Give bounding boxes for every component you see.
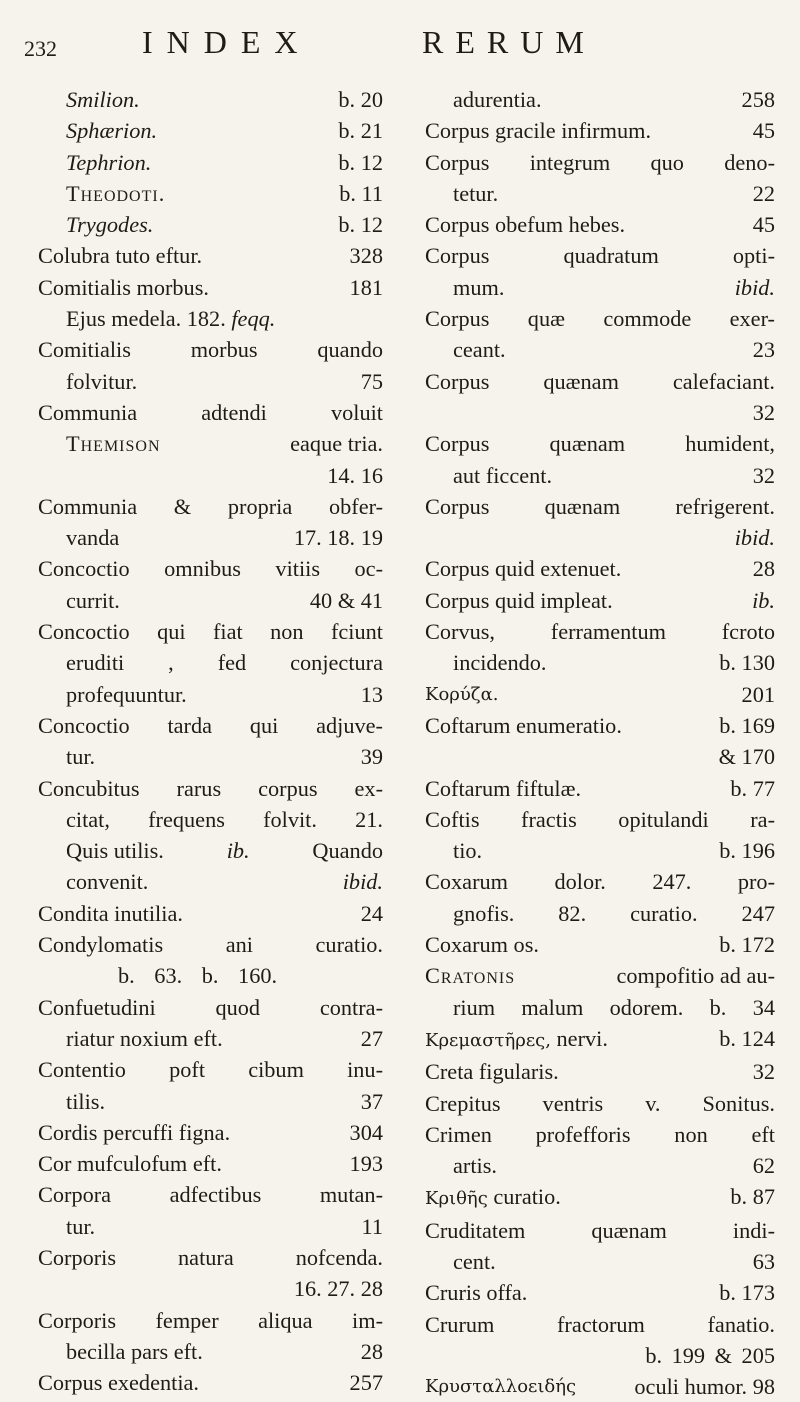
index-entry: Corpus quænam calefaciant.: [425, 368, 775, 394]
index-entry: Tephrion. b. 12: [66, 149, 383, 175]
index-entry: Cruditatem quænam indi-: [425, 1217, 775, 1243]
index-entry: Trygodes. b. 12: [66, 212, 383, 238]
index-entry: cent. 63: [453, 1248, 775, 1274]
index-entry: 16. 27. 28: [293, 1276, 383, 1302]
index-entry: Confuetudini quod contra-: [38, 994, 383, 1020]
index-entry: gnofis. 82. curatio. 247: [453, 900, 775, 926]
index-entry: tio. b. 196: [453, 838, 775, 864]
left-column: [38, 84, 383, 1398]
index-entry: Cruris offa. b. 173: [425, 1280, 775, 1306]
index-entry: aut ficcent. 32: [453, 462, 775, 488]
index-entry: vanda 17. 18. 19: [66, 525, 383, 551]
right-column: [425, 84, 775, 1402]
index-entry: incidendo. b. 130: [453, 650, 775, 676]
index-entry: tur. 39: [66, 744, 383, 770]
index-entry: Corpus quænam humident,: [425, 431, 775, 457]
running-header: [22, 24, 780, 64]
index-entry: Sphærion. b. 21: [66, 118, 383, 144]
index-entry: Corpus quid extenuet. 28: [425, 556, 775, 582]
index-entry: Corpus quid impleat. ib.: [425, 587, 775, 613]
index-entry: Comitialis morbus. 181: [38, 274, 383, 300]
index-entry: Crepitus ventris v. Sonitus.: [425, 1090, 775, 1116]
index-entry: Quis utilis. ib. Quando: [66, 838, 383, 864]
index-entry: Condylomatis ani curatio.: [38, 932, 383, 958]
index-entry: b. 199 & 205: [645, 1342, 775, 1368]
index-entry: Corpus obefum hebes. 45: [425, 212, 775, 238]
index-entry: Coftarum enumeratio. b. 169: [425, 712, 775, 738]
index-entry: Corpora adfectibus mutan-: [38, 1182, 383, 1208]
index-entry: & 170: [718, 744, 775, 770]
index-entry: Corpus quænam refrigerent.: [425, 493, 775, 519]
index-entry: Corpus gracile infirmum. 45: [425, 118, 775, 144]
index-entry: Corvus, ferramentum fcroto: [425, 619, 775, 645]
index-entry: Cor mufculofum eft. 193: [38, 1151, 383, 1177]
index-entry: Ejus medela. 182. feqq.: [66, 306, 276, 332]
index-entry: Κριθῆς curatio. b. 87: [425, 1184, 775, 1210]
index-entry: convenit. ibid.: [66, 869, 383, 895]
index-entry: Crurum fractorum fanatio.: [425, 1311, 775, 1337]
page-number: 232: [24, 36, 57, 61]
index-entry: adurentia. 258: [453, 87, 775, 112]
index-entry: becilla pars eft. 28: [66, 1338, 383, 1364]
index-entry: Κρυσταλλοειδής oculi humor. 98: [425, 1374, 775, 1400]
index-entry: Κρεμαστῆρες, nervi. b. 124: [425, 1025, 775, 1051]
index-entry: Coftarum fiftulæ. b. 77: [425, 775, 775, 801]
index-entry: Crimen profefforis non eft: [425, 1121, 775, 1147]
index-entry: Creta figularis. 32: [425, 1059, 775, 1085]
index-entry: ibid.: [734, 525, 775, 551]
index-entry: Coxarum dolor. 247. pro-: [425, 869, 775, 895]
index-entry: tilis. 37: [66, 1088, 383, 1114]
index-entry: Concoctio tarda qui adjuve-: [38, 712, 383, 738]
index-entry: Cordis percuffi figna. 304: [38, 1119, 383, 1145]
index-entry: Coxarum os. b. 172: [425, 932, 775, 958]
index-entry: Comitialis morbus quando: [38, 337, 383, 363]
index-entry: eruditi , fed conjectura: [66, 650, 383, 676]
index-entry: mum. ibid.: [453, 274, 775, 300]
index-entry: riatur noxium eft. 27: [66, 1025, 383, 1051]
index-entry: Corpus quadratum opti-: [425, 243, 775, 269]
index-entry: Condita inutilia. 24: [38, 900, 383, 926]
index-entry: Smilion. b. 20: [66, 87, 383, 112]
index-entry: profequuntur. 13: [66, 681, 383, 707]
index-entry: Themison eaque tria.: [66, 431, 383, 457]
index-entry: Cratonis compofitio ad au-: [425, 963, 775, 989]
index-entry: currit. 40 & 41: [66, 587, 383, 613]
index-entry: b. 63. b. 160.: [118, 963, 278, 989]
index-entry: Communia & propria obfer-: [38, 493, 383, 519]
index-entry: ceant. 23: [453, 337, 775, 363]
index-entry: Concubitus rarus corpus ex-: [38, 775, 383, 801]
index-entry: Contentio poft cibum inu-: [38, 1057, 383, 1083]
index-entry: folvitur. 75: [66, 368, 383, 394]
index-entry: citat, frequens folvit. 21.: [66, 806, 383, 832]
index-entry: Concoctio omnibus vitiis oc-: [38, 556, 383, 582]
index-entry: artis. 62: [453, 1153, 775, 1179]
index-entry: Colubra tuto eftur. 328: [38, 243, 383, 269]
index-entry: Corporis femper aliqua im-: [38, 1307, 383, 1333]
index-entry: 32: [752, 399, 775, 425]
index-entry: Corporis natura nofcenda.: [38, 1244, 383, 1270]
index-entry: Communia adtendi voluit: [38, 399, 383, 425]
index-entry: tur. 11: [66, 1213, 383, 1239]
index-entry: Corpus exedentia. 257: [38, 1370, 383, 1396]
index-entry: 14. 16: [327, 462, 383, 488]
index-entry: Corpus integrum quo deno-: [425, 149, 775, 175]
index-entry: Corpus quæ commode exer-: [425, 306, 775, 332]
index-entry: Κορύζα. 201: [425, 681, 775, 707]
index-entry: Theodoti. b. 11: [66, 180, 383, 206]
index-entry: tetur. 22: [453, 180, 775, 206]
header-title-index: INDEX: [142, 24, 312, 60]
header-title-rerum: RERUM: [422, 24, 596, 60]
index-entry: Coftis fractis opitulandi ra-: [425, 806, 775, 832]
index-entry: Concoctio qui fiat non fciunt: [38, 619, 383, 645]
index-entry: rium malum odorem. b. 34: [453, 994, 775, 1020]
